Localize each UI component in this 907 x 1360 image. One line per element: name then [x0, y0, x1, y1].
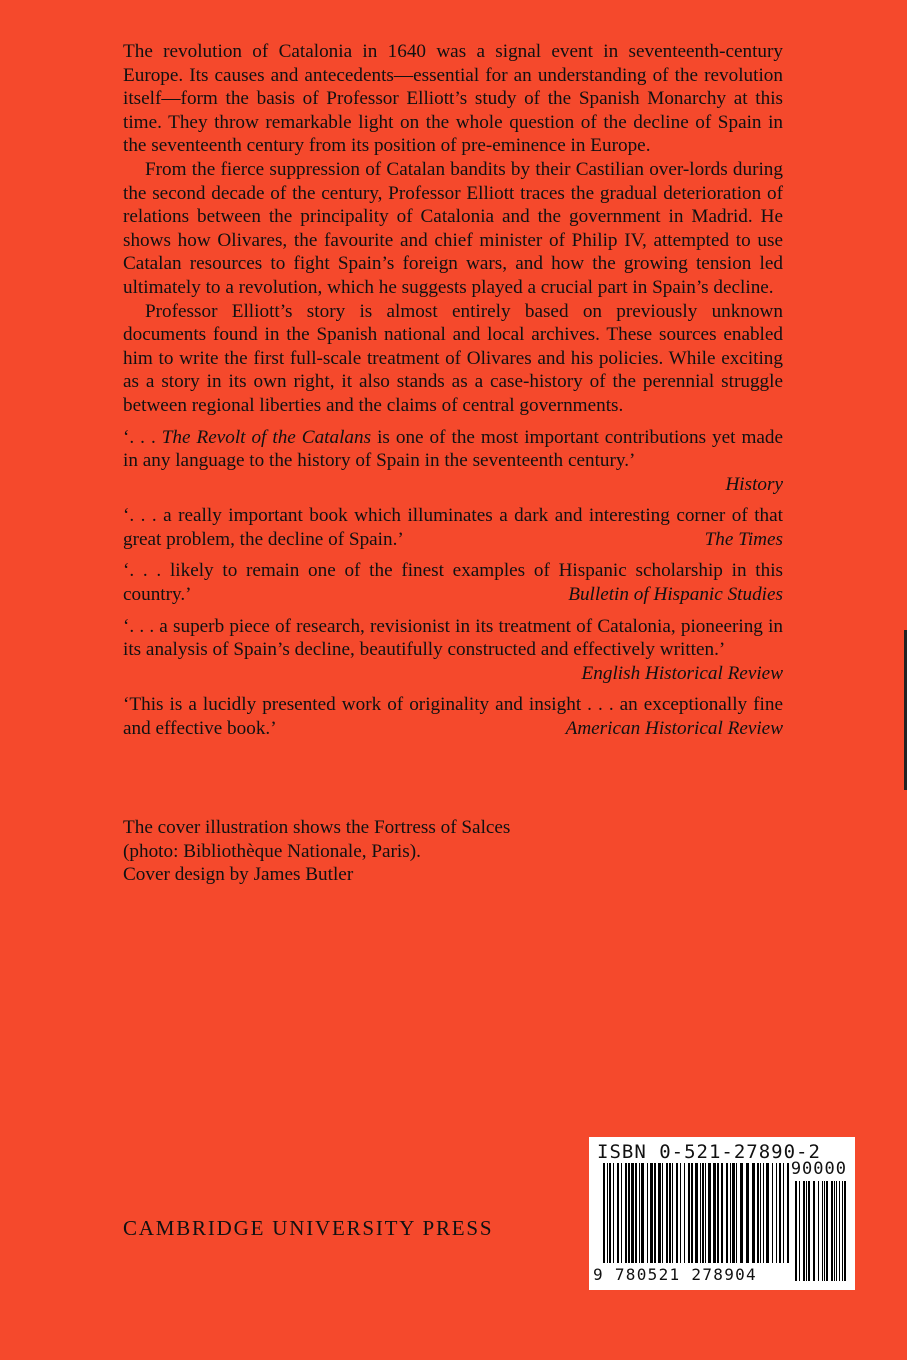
isbn-number: ISBN 0-521-27890-2 — [597, 1141, 821, 1163]
review-source: History — [725, 473, 783, 495]
blurb-paragraph-1: The revolution of Catalonia in 1640 was a signal event in seventeenth-century Europe. Its causes and antecedents—essential for an understanding of the revolution itself—form the basis of Professor Elliott’s study of the Spanish Monarchy at this time. They throw remarkable light on the whole question of the decline of Spain in the seventeenth century from its position of pre-eminence in Europe. — [123, 41, 783, 157]
barcode-addon-number: 90000 — [790, 1159, 847, 1179]
blurb-paragraph-2: From the fierce suppression of Catalan bandits by their Castilian over-lords during the second decade of the century, Professor Elliott traces the gradual deterioration of relations between the principality of Catalonia and the government in Madrid. He shows how Olivares, the favourite and chief minister of Philip IV, attempted to use Catalan resources to fight Spain’s foreign wars, and how the growing tension led ultimately to a revolution, which he suggests played a crucial part in Spain’s decline. — [123, 158, 783, 298]
review-source: American Historical Review — [565, 718, 783, 740]
cover-credits — [123, 816, 510, 887]
publisher-name: CAMBRIDGE UNIVERSITY PRESS — [123, 1216, 494, 1240]
review-quote-1 — [123, 426, 783, 497]
book-title: The Revolt of the Catalans — [161, 426, 372, 448]
review-quote-5 — [123, 693, 783, 740]
blurb — [123, 40, 783, 741]
review-quote-text: ‘This is a lucidly presented work of originality and insight . . . an exceptionally fine and effective book.’ — [123, 694, 783, 740]
photo-credit: (photo: Bibliothèque Nationale, Paris). — [123, 840, 421, 862]
review-source: Bulletin of Hispanic Studies — [568, 584, 783, 606]
review-quote-text: ‘. . . a superb piece of research, revisionist in its treatment of Catalonia, pioneering in its analysis of Spain’s decline, beautifully constructed and effectively written.’ — [123, 615, 783, 661]
review-quote-2 — [123, 504, 783, 551]
review-quote-text: ‘. . . a really important book which illuminates a dark and interesting corner of that great problem, the decline of Spain.’ — [123, 505, 783, 550]
review-quote-prefix: ‘. . . — [123, 426, 162, 448]
review-quote-4 — [123, 615, 783, 686]
isbn-barcode — [589, 1137, 855, 1290]
barcode-ean-number: 9 780521 278904 — [593, 1265, 757, 1284]
cover-design-credit: Cover design by James Butler — [123, 864, 354, 886]
review-source: The Times — [704, 528, 783, 550]
review-source: English Historical Review — [581, 662, 783, 684]
cover-illustration-credit: The cover illustration shows the Fortress of Salces — [123, 817, 511, 838]
review-quote-text: ‘. . . likely to remain one of the finest examples of Hispanic scholarship in this country.’ — [123, 560, 783, 606]
review-quote-3 — [123, 559, 783, 606]
review-quote-text: is one of the most important contributions yet made in any language to the history of Spain in the seventeenth century.’ — [123, 426, 783, 472]
blurb-paragraph-3: Professor Elliott’s story is almost entirely based on previously unknown documents found in the Spanish national and local archives. These sources enabled him to write the first full-scale treatment of Olivares and his policies. While exciting as a story in its own right, it also stands as a case-history of the perennial struggle between regional liberties and the claims of central governments. — [123, 300, 783, 416]
